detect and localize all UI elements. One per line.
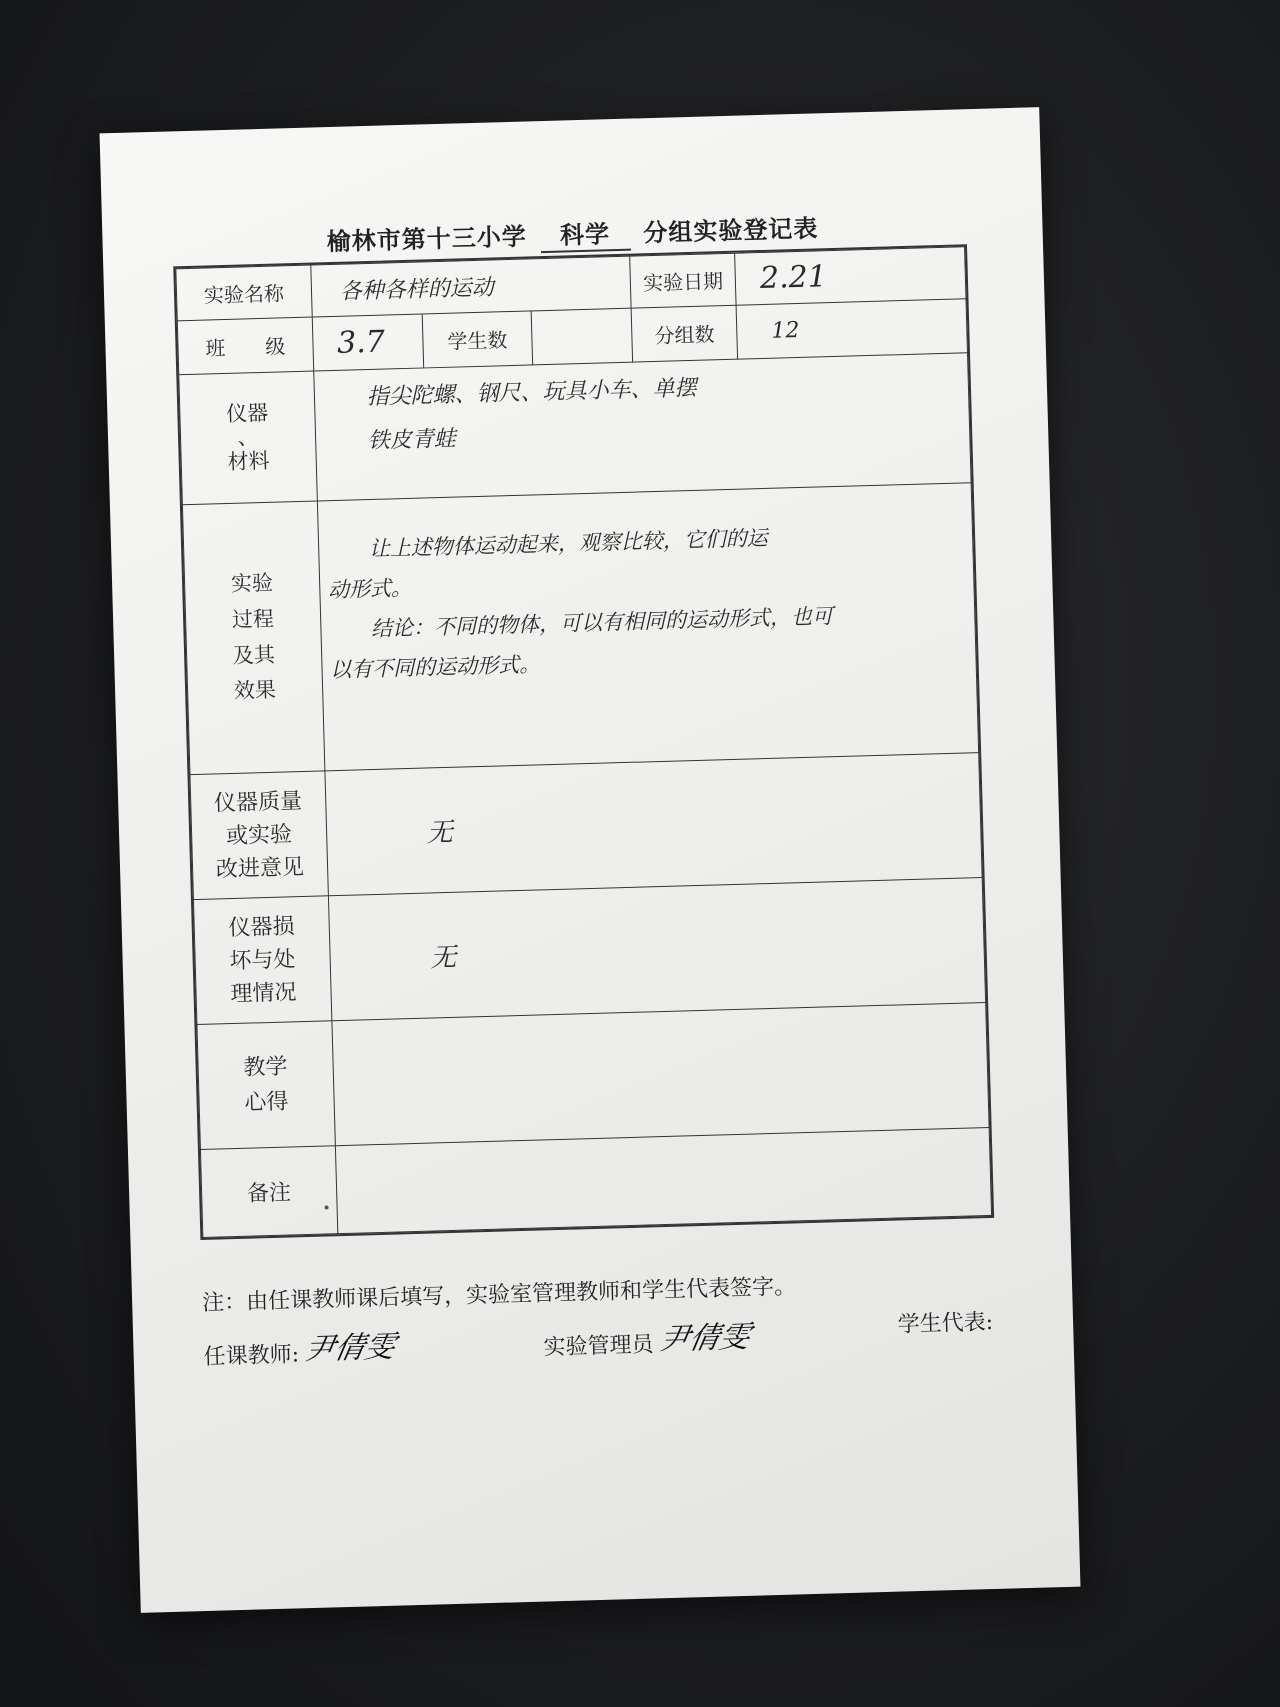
materials-line: 铁皮青蛙 xyxy=(367,426,457,455)
damage-value: 无 xyxy=(328,878,986,1021)
teaching-label: 教学 心得 xyxy=(197,1021,335,1150)
admin-signature: 尹倩雯 xyxy=(656,1319,753,1358)
materials-line: 指尖陀螺、钢尺、玩具小车、单摆 xyxy=(366,375,697,411)
teacher-signature-field xyxy=(203,1322,397,1371)
students-value xyxy=(532,308,633,365)
quality-label: 仪器质量 或实验 改进意见 xyxy=(190,771,328,900)
footer-notes xyxy=(202,1264,994,1371)
process-value xyxy=(317,483,979,771)
materials-label: 仪器 、 材料 xyxy=(179,371,317,505)
process-line: 结论：不同的物体，可以有相同的运动形式，也可 xyxy=(328,603,834,642)
admin-signature-field xyxy=(543,1312,751,1362)
process-line: 让上述物体运动起来，观察比较，它们的运 xyxy=(326,525,769,563)
materials-value xyxy=(313,353,971,501)
row-materials xyxy=(179,353,971,505)
admin-label: 实验管理员 xyxy=(543,1332,654,1361)
class-label: 班 级 xyxy=(177,317,313,375)
groups-label: 分组数 xyxy=(631,305,737,362)
class-value: 3.7 xyxy=(312,314,423,371)
students-label: 学生数 xyxy=(422,311,533,368)
experiment-date-value: 2.21 xyxy=(735,247,966,305)
process-line: 以有不同的运动形式。 xyxy=(329,651,541,682)
teacher-signature: 尹倩雯 xyxy=(302,1329,399,1368)
student-label: 学生代表: xyxy=(897,1309,994,1338)
row-process xyxy=(182,483,978,775)
experiment-name-label: 实验名称 xyxy=(176,265,312,321)
student-signature-field xyxy=(897,1305,993,1339)
remarks-label: 备注 xyxy=(200,1146,337,1238)
process-label: 实验 过程 及其 效果 xyxy=(182,501,324,775)
teacher-label: 任课教师: xyxy=(203,1342,300,1370)
footer-instruction: 注：由任课教师课后填写，实验室管理教师和学生代表签字。 xyxy=(201,1274,797,1316)
remarks-value xyxy=(335,1127,992,1233)
experiment-register-sheet xyxy=(100,107,1081,1613)
form-title: 分组实验登记表 xyxy=(642,213,819,248)
row-teaching xyxy=(197,1003,989,1150)
row-damage xyxy=(193,878,985,1025)
teaching-value xyxy=(332,1003,990,1146)
subject-name: 科学 xyxy=(540,214,631,253)
process-line: 动形式。 xyxy=(327,575,413,603)
register-table xyxy=(173,244,994,1240)
signature-row xyxy=(203,1305,994,1371)
row-quality xyxy=(190,753,982,900)
groups-value: 12 xyxy=(736,299,967,359)
quality-value: 无 xyxy=(325,753,983,896)
experiment-date-label: 实验日期 xyxy=(630,253,736,308)
experiment-name-value: 各种各样的运动 xyxy=(310,256,631,317)
school-name: 榆林市第十三小学 xyxy=(326,221,528,257)
damage-label: 仪器损 坏与处 理情况 xyxy=(193,896,331,1025)
